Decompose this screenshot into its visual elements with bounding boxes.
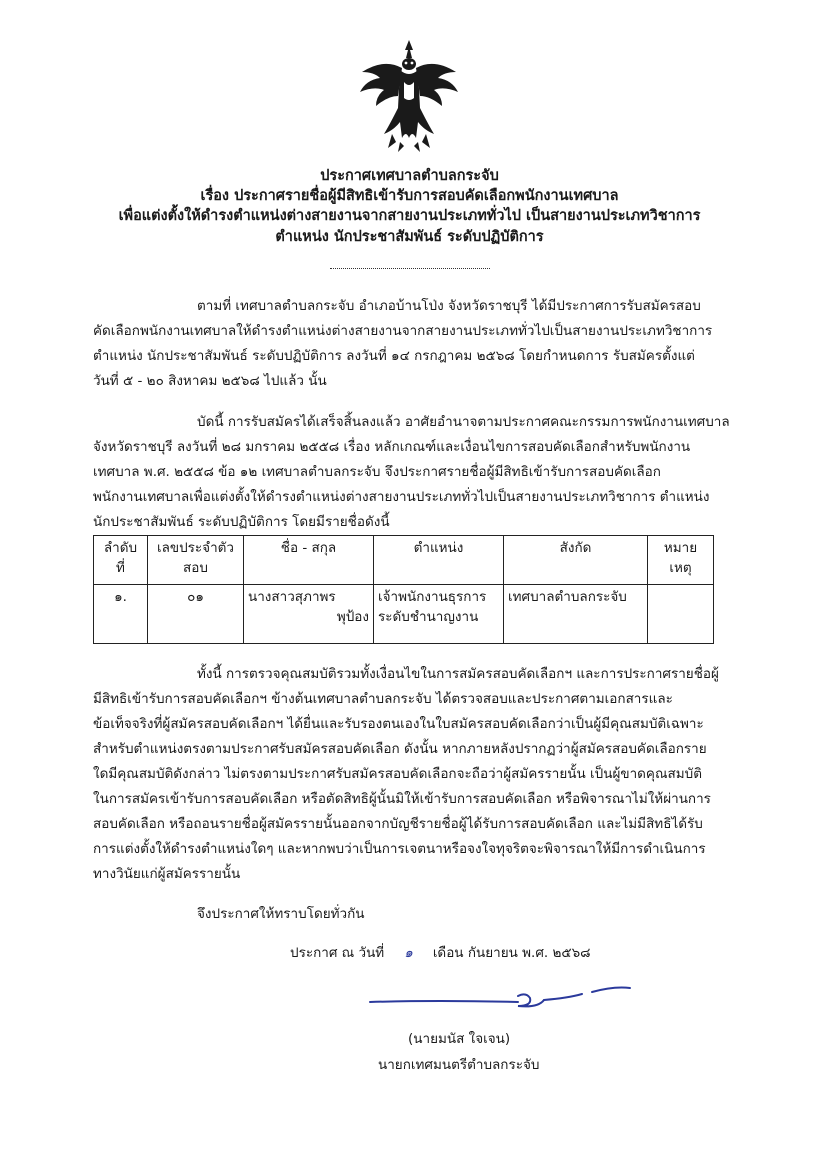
para3-line: การแต่งตั้งให้ดำรงตำแหน่งใดๆ และหากพบว่าเป็นการเจตนาหรือจงใจทุจริตจะพิจารณาให้มีการดำเนินการ [93,841,706,857]
col-header-name: ชื่อ - สกุล [244,536,374,585]
para2-line: นักประชาสัมพันธ์ ระดับปฏิบัติการ โดยมีรายชื่อดังนี้ [93,514,390,530]
col-header-position: ตำแหน่ง [374,536,504,585]
para1-line: ตำแหน่ง นักประชาสัมพันธ์ ระดับปฏิบัติการ ลงวันที่ ๑๔ กรกฎาคม ๒๕๖๘ โดยกำหนดการ รับสมัครตั้งแต่ [93,348,695,364]
signature-mark [368,978,638,1018]
para3-line: ใดมีคุณสมบัติดังกล่าว ไม่ตรงตามประกาศรับสมัครสอบคัดเลือกจะถือว่าผู้สมัครรายนั้น เป็นผู้ขาดคุณสมบัติ [93,766,702,782]
col-header-remark: หมาย เหตุ [648,536,714,585]
garuda-emblem-icon [354,38,464,154]
announcement-subject: เรื่อง ประกาศรายชื่อผู้มีสิทธิเข้ารับการสอบคัดเลือกพนักงานเทศบาล [200,188,619,204]
para3-line: สอบคัดเลือก หรือถอนรายชื่อผู้สมัครรายนั้นออกจากบัญชีรายชื่อผู้ได้รับการสอบคัดเลือก และไม่มีสิทธิได้รับ [93,816,703,832]
col-header-affiliation: สังกัด [504,536,648,585]
announcement-title: ประกาศเทศบาลตำบลกระจับ [320,168,499,184]
para3-line: ทางวินัยแก่ผู้สมัครรายนั้น [93,866,241,882]
cell-no: ๑. [94,585,148,644]
cell-remark [648,585,714,644]
para2-line: พนักงานเทศบาลเพื่อแต่งตั้งให้ดำรงตำแหน่งต่างสายงานประเภททั่วไปเป็นสายงานประเภทวิชาการ ตำแหน่ง [93,489,710,505]
candidate-table [93,535,714,644]
para3-line: สำหรับตำแหน่งตรงตามประกาศรับสมัครสอบคัดเลือก ดังนั้น หากภายหลังปรากฏว่าผู้สมัครสอบคัดเลือกราย [93,741,707,757]
closing-statement: จึงประกาศให้ทราบโดยทั่วกัน [197,906,365,922]
date-prefix: ประกาศ ณ วันที่ [290,945,385,961]
para3-line: ในการสมัครเข้ารับการสอบคัดเลือก หรือตัดสิทธิผู้นั้นมิให้เข้ารับการสอบคัดเลือก หรือพิจารณาไม่ให้ผ่านการ [93,791,711,807]
para2-line: จังหวัดราชบุรี ลงวันที่ ๒๘ มกราคม ๒๕๕๘ เรื่อง หลักเกณฑ์และเงื่อนไขการสอบคัดเลือกสำหรับพนักงาน [93,439,691,455]
announcement-purpose: เพื่อแต่งตั้งให้ดำรงตำแหน่งต่างสายงานจากสายงานประเภททั่วไป เป็นสายงานประเภทวิชาการ [118,208,701,224]
signer-name: (นายมนัส ใจเจน) [408,1031,511,1047]
col-header-no: ลำดับ ที่ [94,536,148,585]
para1-line: วันที่ ๕ - ๒๐ สิงหาคม ๒๕๖๘ ไปแล้ว นั้น [93,373,327,389]
para3-line: มีสิทธิเข้ารับการสอบคัดเลือกฯ ข้างต้นเทศบาลตำบลกระจับ ได้ตรวจสอบและประกาศตามเอกสารและ [93,691,673,707]
signer-title: นายกเทศมนตรีตำบลกระจับ [378,1057,540,1073]
col-header-exam-id: เลขประจำตัว สอบ [148,536,244,585]
announcement-date [290,944,591,962]
para1-line: คัดเลือกพนักงานเทศบาลให้ดำรงตำแหน่งต่างสายงานจากสายงานประเภททั่วไปเป็นสายงานประเภทวิชาการ [93,323,713,339]
announcement-position: ตำแหน่ง นักประชาสัมพันธ์ ระดับปฏิบัติการ [275,229,544,245]
header-divider [330,268,490,269]
para2-line: เทศบาล พ.ศ. ๒๕๕๘ ข้อ ๑๒ เทศบาลตำบลกระจับ จึงประกาศรายชื่อผู้มีสิทธิเข้ารับการสอบคัดเลือก [93,464,661,480]
para2-line: บัดนี้ การรับสมัครได้เสร็จสิ้นลงแล้ว อาศัยอำนาจตามประกาศคณะกรรมการพนักงานเทศบาล [197,414,730,430]
cell-exam-id: ๐๑ [148,585,244,644]
para3-line: ทั้งนี้ การตรวจคุณสมบัติรวมทั้งเงื่อนไขในการสมัครสอบคัดเลือกฯ และการประกาศรายชื่อผู้ [197,666,719,682]
para1-line: ตามที่ เทศบาลตำบลกระจับ อำเภอบ้านโป่ง จังหวัดราชบุรี ได้มีประกาศการรับสมัครสอบ [197,298,701,314]
table-row [94,585,714,644]
cell-affiliation: เทศบาลตำบลกระจับ [504,585,648,644]
table-header-row [94,536,714,585]
cell-position: เจ้าพนักงานธุรการ ระดับชำนาญงาน [374,585,504,644]
para3-line: ข้อเท็จจริงที่ผู้สมัครสอบคัดเลือกฯ ได้ยื่นและรับรองตนเองในใบสมัครสอบคัดเลือกว่าเป็นผู้มีคุณสมบัติเฉพาะ [93,716,704,732]
cell-name: นางสาวสุภาพร พุป้อง [244,585,374,644]
date-suffix: เดือน กันยายน พ.ศ. ๒๕๖๘ [432,945,591,961]
date-day-handwritten: ๑ [404,945,413,961]
